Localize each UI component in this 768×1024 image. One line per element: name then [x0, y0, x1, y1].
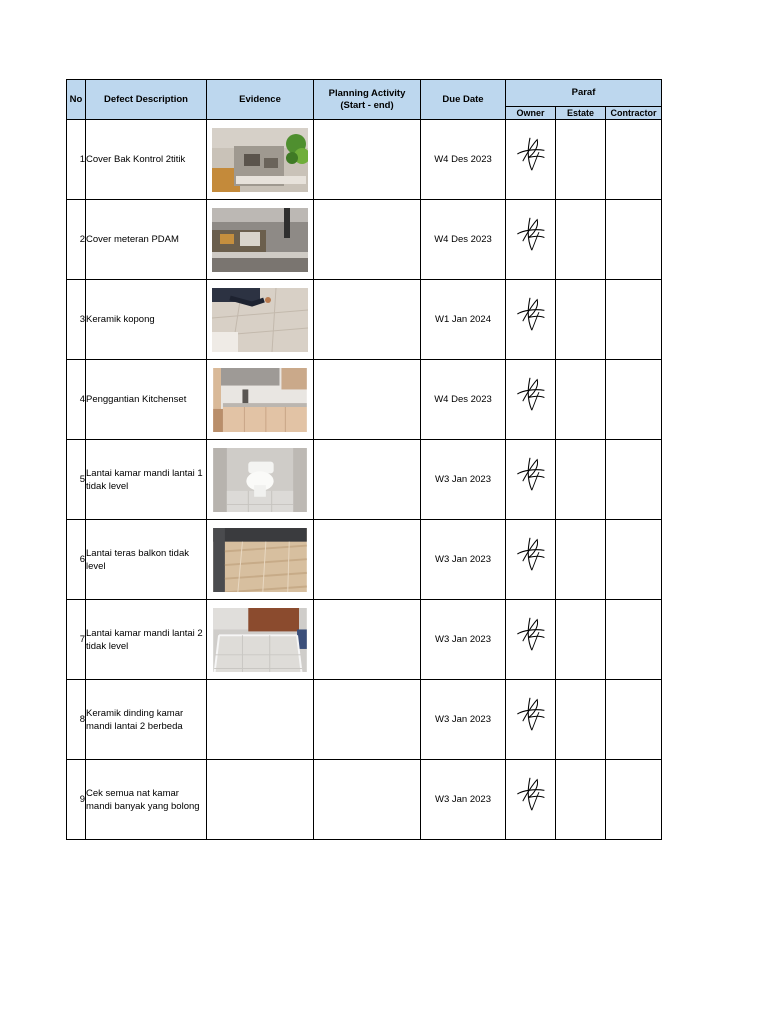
planning-activity-cell	[314, 360, 421, 440]
defect-description: Penggantian Kitchenset	[86, 360, 207, 440]
owner-paraf-cell	[506, 760, 556, 840]
defect-description: Cover meteran PDAM	[86, 200, 207, 280]
table-row	[67, 760, 662, 840]
table-body	[67, 120, 662, 840]
estate-paraf-cell	[556, 520, 606, 600]
planning-activity-cell	[314, 280, 421, 360]
estate-paraf-cell	[556, 120, 606, 200]
defect-description: Keramik dinding kamar mandi lantai 2 berbeda	[86, 680, 207, 760]
row-number: 9	[67, 760, 86, 840]
evidence-photo	[212, 608, 308, 672]
due-date: W3 Jan 2023	[421, 440, 506, 520]
owner-signature	[512, 374, 548, 414]
header-owner: Owner	[506, 107, 556, 120]
header-no: No	[67, 80, 86, 120]
estate-paraf-cell	[556, 680, 606, 760]
estate-paraf-cell	[556, 440, 606, 520]
table-row	[67, 520, 662, 600]
row-number: 3	[67, 280, 86, 360]
owner-signature	[512, 694, 548, 734]
row-number: 8	[67, 680, 86, 760]
header-planning-activity-line2: (Start - end)	[340, 99, 394, 111]
owner-paraf-cell	[506, 280, 556, 360]
planning-activity-cell	[314, 440, 421, 520]
estate-paraf-cell	[556, 760, 606, 840]
contractor-paraf-cell	[606, 360, 662, 440]
contractor-paraf-cell	[606, 200, 662, 280]
due-date: W3 Jan 2023	[421, 600, 506, 680]
planning-activity-cell	[314, 200, 421, 280]
evidence-photo	[212, 288, 308, 352]
defect-description: Lantai teras balkon tidak level	[86, 520, 207, 600]
evidence-cell	[207, 600, 314, 680]
evidence-cell	[207, 120, 314, 200]
evidence-cell	[207, 680, 314, 760]
contractor-paraf-cell	[606, 680, 662, 760]
owner-paraf-cell	[506, 360, 556, 440]
header-due-date: Due Date	[421, 80, 506, 120]
evidence-cell	[207, 280, 314, 360]
evidence-photo	[212, 528, 308, 592]
evidence-photo	[212, 128, 308, 192]
planning-activity-cell	[314, 120, 421, 200]
evidence-photo	[212, 368, 308, 432]
header-planning-activity	[314, 80, 421, 120]
planning-activity-cell	[314, 520, 421, 600]
due-date: W4 Des 2023	[421, 200, 506, 280]
row-number: 2	[67, 200, 86, 280]
row-number: 5	[67, 440, 86, 520]
owner-signature	[512, 454, 548, 494]
table-row	[67, 680, 662, 760]
row-number: 7	[67, 600, 86, 680]
owner-signature	[512, 294, 548, 334]
contractor-paraf-cell	[606, 520, 662, 600]
evidence-photo	[212, 448, 308, 512]
header-paraf: Paraf	[506, 80, 662, 107]
defect-description: Lantai kamar mandi lantai 1 tidak level	[86, 440, 207, 520]
table-row	[67, 600, 662, 680]
defect-description: Keramik kopong	[86, 280, 207, 360]
row-number: 4	[67, 360, 86, 440]
header-estate: Estate	[556, 107, 606, 120]
evidence-cell	[207, 520, 314, 600]
row-number: 1	[67, 120, 86, 200]
estate-paraf-cell	[556, 200, 606, 280]
evidence-photo	[212, 208, 308, 272]
header-contractor: Contractor	[606, 107, 662, 120]
owner-signature	[512, 534, 548, 574]
table-row	[67, 360, 662, 440]
due-date: W4 Des 2023	[421, 360, 506, 440]
defect-table	[66, 79, 662, 840]
evidence-cell	[207, 360, 314, 440]
owner-paraf-cell	[506, 600, 556, 680]
estate-paraf-cell	[556, 360, 606, 440]
owner-paraf-cell	[506, 520, 556, 600]
contractor-paraf-cell	[606, 120, 662, 200]
contractor-paraf-cell	[606, 600, 662, 680]
owner-signature	[512, 134, 548, 174]
due-date: W3 Jan 2023	[421, 520, 506, 600]
due-date: W3 Jan 2023	[421, 680, 506, 760]
defect-description: Cek semua nat kamar mandi banyak yang bolong	[86, 760, 207, 840]
owner-paraf-cell	[506, 680, 556, 760]
evidence-cell	[207, 440, 314, 520]
evidence-cell	[207, 200, 314, 280]
owner-signature	[512, 774, 548, 814]
contractor-paraf-cell	[606, 280, 662, 360]
row-number: 6	[67, 520, 86, 600]
owner-paraf-cell	[506, 440, 556, 520]
planning-activity-cell	[314, 600, 421, 680]
due-date: W4 Des 2023	[421, 120, 506, 200]
header-planning-activity-line1: Planning Activity	[328, 87, 406, 99]
due-date: W3 Jan 2023	[421, 760, 506, 840]
owner-signature	[512, 214, 548, 254]
estate-paraf-cell	[556, 280, 606, 360]
contractor-paraf-cell	[606, 760, 662, 840]
due-date: W1 Jan 2024	[421, 280, 506, 360]
table-row	[67, 440, 662, 520]
estate-paraf-cell	[556, 600, 606, 680]
contractor-paraf-cell	[606, 440, 662, 520]
evidence-cell	[207, 760, 314, 840]
owner-paraf-cell	[506, 200, 556, 280]
table-row	[67, 200, 662, 280]
owner-signature	[512, 614, 548, 654]
table-row	[67, 120, 662, 200]
header-defect-description: Defect Description	[86, 80, 207, 120]
table-row	[67, 280, 662, 360]
header-evidence: Evidence	[207, 80, 314, 120]
defect-description: Cover Bak Kontrol 2titik	[86, 120, 207, 200]
planning-activity-cell	[314, 680, 421, 760]
planning-activity-cell	[314, 760, 421, 840]
defect-description: Lantai kamar mandi lantai 2 tidak level	[86, 600, 207, 680]
owner-paraf-cell	[506, 120, 556, 200]
